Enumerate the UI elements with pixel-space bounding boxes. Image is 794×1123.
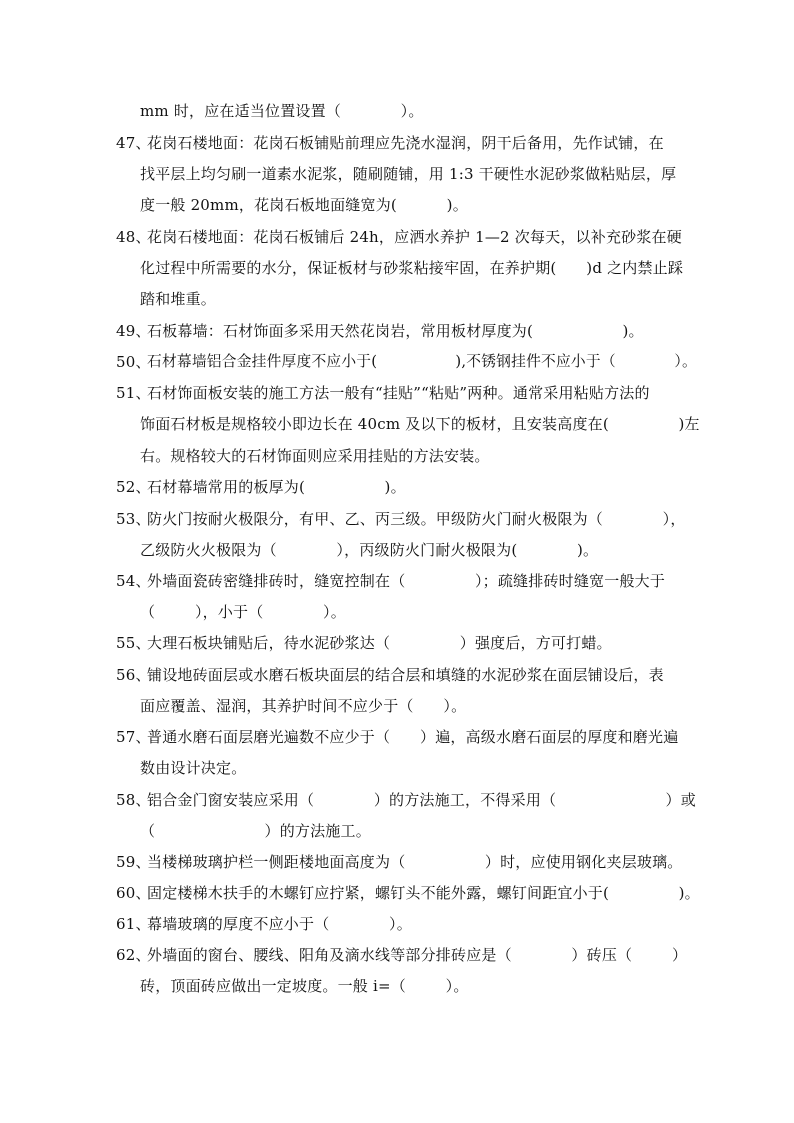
question-text: 普通水磨石面层磨光遍数不应少于（ ）遍，高级水磨石面层的厚度和磨光遍 [147, 728, 679, 746]
question-number: 48、 [116, 228, 151, 246]
question-text: 固定楼梯木扶手的木螺钉应拧紧，螺钉头不能外露，螺钉间距宜小于( )。 [147, 884, 700, 902]
question-number: 53、 [116, 510, 151, 528]
line-text: 砖，顶面砖应做出一定坡度。一般 i=（ ）。 [140, 977, 469, 995]
line-text: mm 时，应在适当位置设置（ ）。 [140, 102, 424, 120]
question-text: 石材饰面板安装的施工方法一般有“挂贴”“粘贴”两种。通常采用粘贴方法的 [147, 384, 650, 402]
question-text: 防火门按耐火极限分，有甲、乙、丙三级。甲级防火门耐火极限为（ ）， [147, 510, 686, 528]
line-text: 踏和堆重。 [140, 290, 217, 308]
question-text: 大理石板块铺贴后，待水泥砂浆达（ ）强度后，方可打蜡。 [147, 634, 612, 652]
question-text: 石材幕墙铝合金挂件厚度不应小于( ),不锈钢挂件不应小于（ ）。 [147, 353, 697, 370]
question-number: 54、 [116, 572, 151, 590]
question-text: 铝合金门窗安装应采用（ ）的方法施工，不得采用（ ）或 [147, 791, 696, 809]
question-text: 花岗石楼地面：花岗石板铺贴前理应先浇水湿润，阴干后备用，先作试铺，在 [147, 134, 664, 152]
line-text: 度一般 20mm，花岗石板地面缝宽为( )。 [140, 196, 468, 214]
question-number: 62、 [116, 946, 151, 964]
question-number: 51、 [116, 384, 151, 402]
question-number: 61、 [116, 915, 151, 933]
question-number: 55、 [116, 634, 151, 652]
line-text: （ ）的方法施工。 [140, 822, 371, 840]
line-text: （ ），小于（ ）。 [140, 603, 346, 621]
line-text: 右。规格较大的石材饰面则应采用挂贴的方法安装。 [140, 447, 490, 465]
question-text: 铺设地砖面层或水磨石板块面层的结合层和填缝的水泥砂浆在面层铺设后，表 [147, 666, 664, 684]
question-number: 58、 [116, 791, 151, 809]
question-text: 石板幕墙：石材饰面多采用天然花岗岩，常用板材厚度为( )。 [147, 322, 644, 340]
question-text: 幕墙玻璃的厚度不应小于（ ）。 [147, 915, 412, 933]
line-text: 化过程中所需要的水分，保证板材与砂浆粘接牢固，在养护期( )d 之内禁止踩 [140, 259, 684, 277]
line-text: 面应覆盖、湿润，其养护时间不应少于（ ）。 [140, 697, 467, 715]
question-number: 49、 [116, 322, 151, 340]
question-text: 外墙面瓷砖密缝排砖时，缝宽控制在（ ）；疏缝排砖时缝宽一般大于 [147, 572, 666, 590]
line-text: 饰面石材板是规格较小即边长在 40cm 及以下的板材，且安装高度在( )左 [140, 415, 700, 433]
question-text: 外墙面的窗台、腰线、阳角及滴水线等部分排砖应是（ ）砖压（ ） [147, 946, 688, 964]
question-number: 52、 [116, 478, 151, 496]
line-text: 数由设计决定。 [140, 759, 247, 777]
question-number: 59、 [116, 853, 151, 871]
question-number: 56、 [116, 666, 151, 684]
question-text: 石材幕墙常用的板厚为( )。 [147, 478, 406, 496]
question-text: 当楼梯玻璃护栏一侧距楼地面高度为（ ）时，应使用钢化夹层玻璃。 [147, 853, 683, 871]
question-number: 60、 [116, 884, 151, 902]
question-number: 50、 [116, 353, 151, 371]
question-number: 47、 [116, 134, 151, 152]
question-text: 花岗石楼地面：花岗石板铺后 24h，应洒水养护 1—2 次每天，以补充砂浆在硬 [147, 228, 682, 246]
question-number: 57、 [116, 728, 151, 746]
line-text: 找平层上均匀刷一道素水泥浆，随刷随铺，用 1:3 干硬性水泥砂浆做粘贴层，厚 [140, 165, 677, 183]
line-text: 乙级防火火极限为（ ），丙级防火门耐火极限为( )。 [140, 541, 599, 559]
